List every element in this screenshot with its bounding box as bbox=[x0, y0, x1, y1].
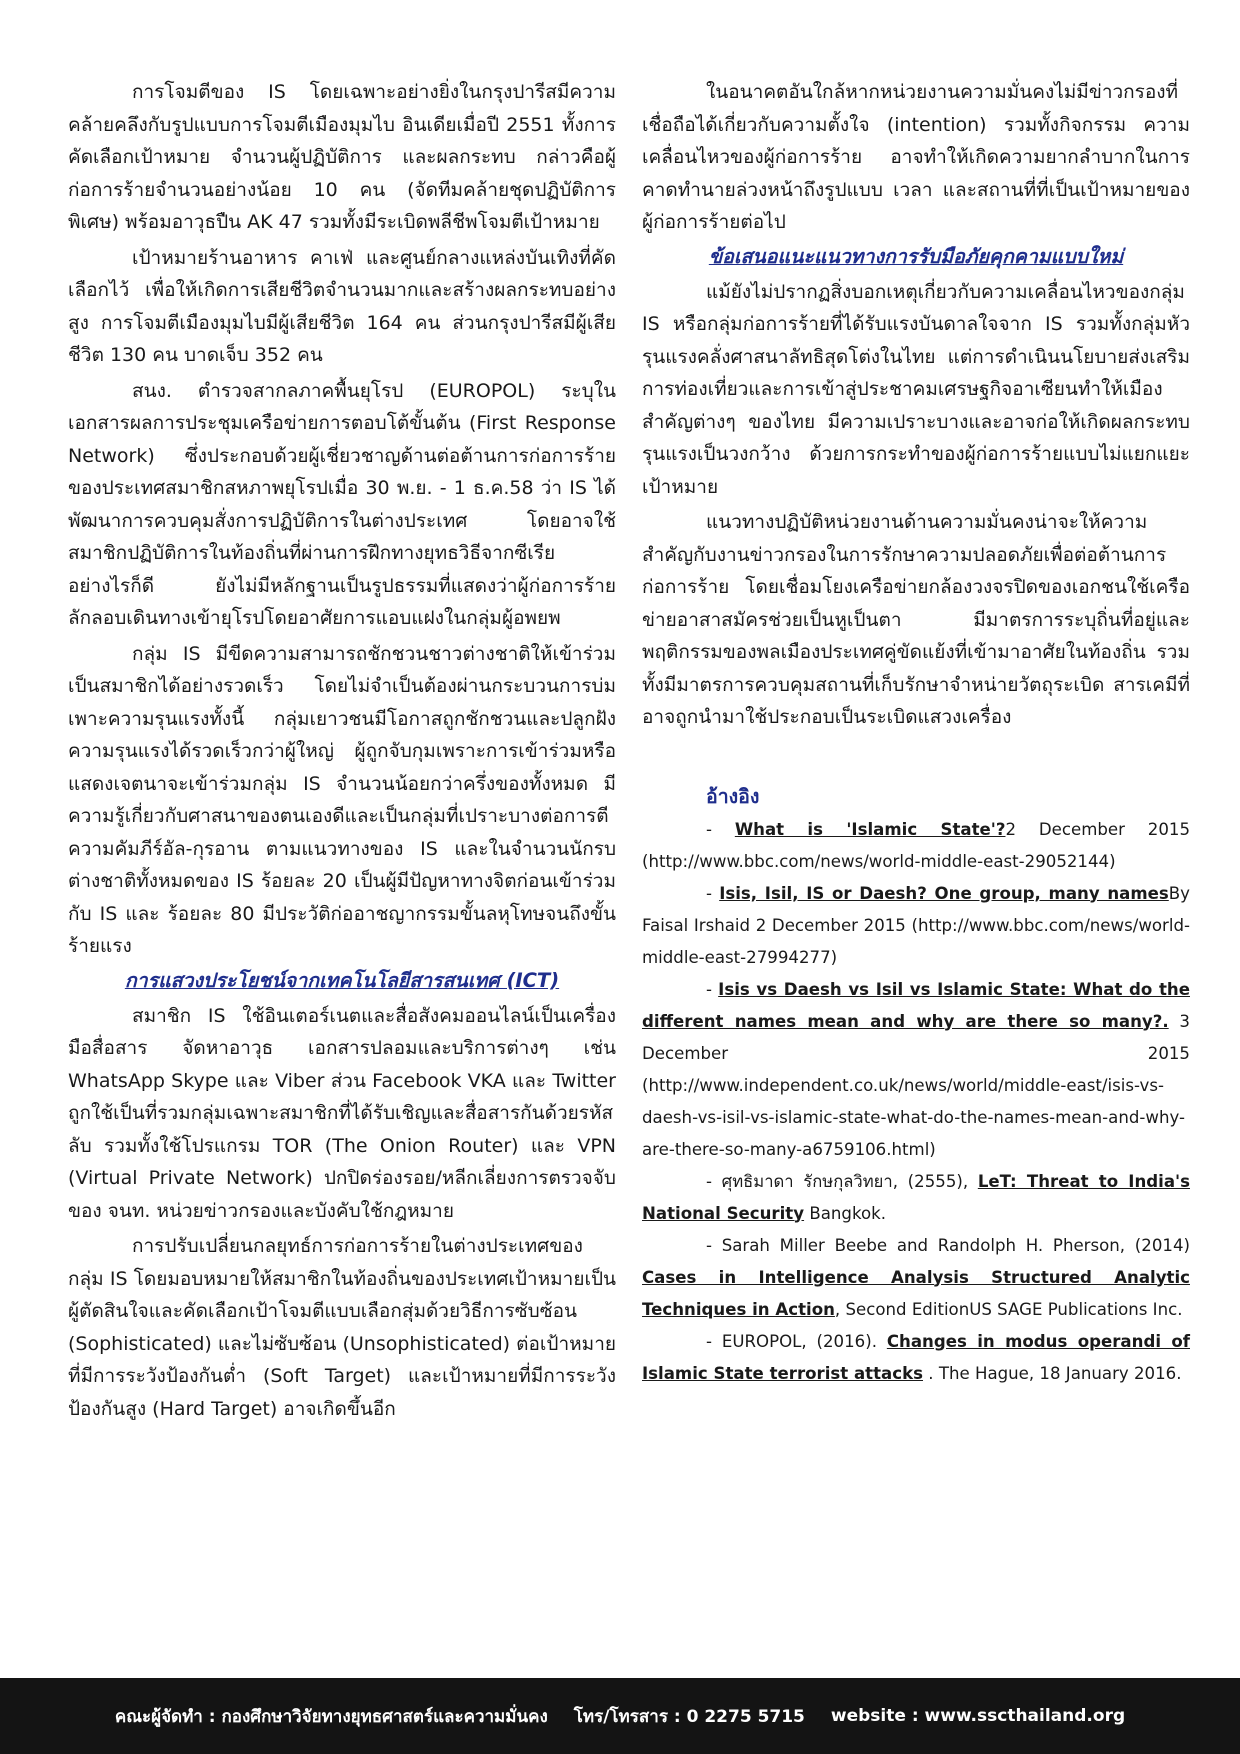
reference-title-link[interactable]: Cases in Intelligence Analysis Structured Analytic Techniques in Action bbox=[642, 1267, 1190, 1319]
reference-detail: 2 December 2015 (http://www.bbc.com/news/world-middle-east-29052144) bbox=[642, 819, 1190, 871]
paragraph: กลุ่ม IS มีขีดความสามารถชักชวนชาวต่างชาติให้เข้าร่วมเป็นสมาชิกได้อย่างรวดเร็ว โดยไม่จำเป็นต้องผ่านกระบวนการบ่มเพาะความรุนแรงทั้งนี้ กลุ่มเยาวชนมีโอกาสถูกชักชวนและปลูกฝังความรุนแรงได้รวดเร็วกว่าผู้ใหญ่ ผู้ถูกจับกุมเพราะการเข้าร่วมหรือแสดงเจตนาจะเข้าร่วมกลุ่ม IS จำนวนน้อยกว่าครึ่งของทั้งหมด มีความรู้เกี่ยวกับศาสนาของตนเองดีและเป็นกลุ่มที่เปราะบางต่อการตีความคัมภีร์อัล-กุรอาน ตามแนวทางของ IS และในจำนวนนักรบต่างชาติทั้งหมดของ IS ร้อยละ 20 เป็นผู้มีปัญหาทางจิตก่อนเข้าร่วมกับ IS และ ร้อยละ 80 มีประวัติก่ออาชญากรรมขั้นลหุโทษจนถึงขั้นร้ายแรง bbox=[68, 642, 616, 957]
footer-organization: คณะผู้จัดทำ : กองศึกษาวิจัยทางยุทธศาสตร์และความมั่นคง bbox=[114, 1706, 548, 1727]
reference-detail: By Faisal Irshaid 2 December 2015 (http://www.bbc.com/news/world-middle-east-27994277) bbox=[642, 883, 1190, 967]
paragraph: สมาชิก IS ใช้อินเตอร์เนตและสื่อสังคมออนไลน์เป็นเครื่องมือสื่อสาร จัดหาอาวุธ เอกสารปลอมและบริการต่างๆ เช่น WhatsApp Skype และ Viber ส่วน Facebook VKA และ Twitter ถูกใช้เป็นที่รวมกลุ่มเฉพาะสมาชิกที่ได้รับเชิญและสื่อสารกันด้วยรหัสลับ รวมทั้งใช้โปรแกรม TOR (The Onion Router) และ VPN (Virtual Private Network) ปกปิดร่องรอย/หลีกเลี่ยงการตรวจจับของ จนท. หน่วยข่าวกรองและบังคับใช้กฎหมาย bbox=[68, 1004, 616, 1222]
reference-title-link[interactable]: Isis vs Daesh vs Isil vs Islamic State: What do the different names mean and why are there so many?. bbox=[642, 979, 1190, 1031]
reference-title-link[interactable]: What is 'Islamic State'? bbox=[734, 819, 1006, 839]
page-footer bbox=[0, 1678, 1240, 1754]
paragraph: เป้าหมายร้านอาหาร คาเฟ่ และศูนย์กลางแหล่งบันเทิงที่คัดเลือกไว้ เพื่อให้เกิดการเสียชีวิตจำนวนมากและสร้างผลกระทบอย่างสูง การโจมตีเมืองมุมไบมีผู้เสียชีวิต 164 คน ส่วนกรุงปารีสมีผู้เสียชีวิต 130 คน บาดเจ็บ 352 คน bbox=[68, 246, 616, 366]
reference-item bbox=[642, 974, 1190, 1166]
reference-title-link[interactable]: LeT: Threat to India's National Security bbox=[642, 1171, 1190, 1223]
right-column bbox=[642, 76, 1190, 1390]
reference-item bbox=[642, 814, 1190, 878]
paragraph: แม้ยังไม่ปรากฏสิ่งบอกเหตุเกี่ยวกับความเคลื่อนไหวของกลุ่ม IS หรือกลุ่มก่อการร้ายที่ได้รับแรงบันดาลใจจาก IS รวมทั้งกลุ่มหัวรุนแรงคลั่งศาสนาลัทธิสุดโต่งในไทย แต่การดำเนินนโยบายส่งเสริมการท่องเที่ยวและการเข้าสู่ประชาคมเศรษฐกิจอาเซียนทำให้เมืองสำคัญต่างๆ ของไทย มีความเปราะบางและอาจก่อให้เกิดผลกระทบรุนแรงเป็นวงกว้าง ด้วยการกระทำของผู้ก่อการร้ายแบบไม่แยกแยะเป้าหมาย bbox=[642, 280, 1190, 498]
paragraph: สนง. ตำรวจสากลภาคพื้นยุโรป (EUROPOL) ระบุในเอกสารผลการประชุมเครือข่ายการตอบโต้ขั้นต้น (First Response Network) ซึ่งประกอบด้วยผู้เชี่ยวชาญด้านต่อต้านการก่อการร้ายของประเทศสมาชิกสหภาพยุโรปเมื่อ 30 พ.ย. - 1 ธ.ค.58 ว่า IS ได้พัฒนาการควบคุมสั่งการปฏิบัติการในต่างประเทศ โดยอาจใช้สมาชิกปฏิบัติการในท้องถิ่นที่ผ่านการฝึกทางยุทธวิธีจากซีเรีย อย่างไรก็ดี ยังไม่มีหลักฐานเป็นรูปธรรมที่แสดงว่าผู้ก่อการร้ายลักลอบเดินทางเข้ายุโรปโดยอาศัยการแอบแฝงในกลุ่มผู้อพยพ bbox=[68, 379, 616, 629]
reference-title-link[interactable]: Changes in modus operandi of Islamic State terrorist attacks bbox=[642, 1331, 1190, 1383]
references-heading: อ้างอิง bbox=[706, 784, 760, 808]
reference-item bbox=[642, 1166, 1190, 1230]
reference-prefix: - Sarah Miller Beebe and Randolph H. Pherson, (2014) bbox=[706, 1235, 1190, 1255]
reference-item bbox=[642, 878, 1190, 974]
paragraph: การปรับเปลี่ยนกลยุทธ์การก่อการร้ายในต่างประเทศของกลุ่ม IS โดยมอบหมายให้สมาชิกในท้องถิ่นของประเทศเป้าหมายเป็นผู้ตัดสินใจและคัดเลือกเป้าโจมตีแบบเลือกสุ่มด้วยวิธีการซับซ้อน (Sophisticated) และไม่ซับซ้อน (Unsophisticated) ต่อเป้าหมายที่มีการระวังป้องกันต่ำ (Soft Target) และเป้าหมายที่มีการระวังป้องกันสูง (Hard Target) อาจเกิดขึ้นอีก bbox=[68, 1235, 616, 1420]
paragraph: แนวทางปฏิบัติหน่วยงานด้านความมั่นคงน่าจะให้ความสำคัญกับงานข่าวกรองในการรักษาความปลอดภัยเพื่อต่อต้านการก่อการร้าย โดยเชื่อมโยงเครือข่ายกล้องวงจรปิดของเอกชนใช้เครือข่ายอาสาสมัครช่วยเป็นหูเป็นตา มีมาตรการระบุถิ่นที่อยู่และพฤติกรรมของพลเมืองประเทศคู่ขัดแย้งที่เข้ามาอาศัยในท้องถิ่น รวมทั้งมีมาตรการควบคุมสถานที่เก็บรักษาจำหน่ายวัตถุระเบิด สารเคมีที่อาจถูกนำมาใช้ประกอบเป็นระเบิดแสวงเครื่อง bbox=[642, 511, 1190, 728]
reference-prefix: - bbox=[706, 979, 719, 999]
paragraph: การโจมตีของ IS โดยเฉพาะอย่างยิ่งในกรุงปารีสมีความคล้ายคลึงกับรูปแบบการโจมตีเมืองมุมไบ อินเดียเมื่อปี 2551 ทั้งการคัดเลือกเป้าหมาย จำนวนผู้ปฏิบัติการ และผลกระทบ กล่าวคือผู้ก่อการร้ายจำนวนอย่างน้อย 10 คน (จัดทีมคล้ายชุดปฏิบัติการพิเศษ) พร้อมอาวุธปืน AK 47 รวมทั้งมีระเบิดพลีชีพโจมตีเป้าหมาย bbox=[68, 81, 616, 233]
reference-title-link[interactable]: Isis, Isil, IS or Daesh? One group, many names bbox=[719, 883, 1169, 903]
reference-prefix: - bbox=[706, 883, 720, 903]
reference-prefix: - ศุทธิมาดา รักษกุลวิทยา, (2555), bbox=[706, 1171, 978, 1191]
footer-phone: โทร/โทรสาร : 0 2275 5715 bbox=[573, 1706, 805, 1727]
paragraph: ในอนาคตอันใกล้หากหน่วยงานความมั่นคงไม่มีข่าวกรองที่เชื่อถือได้เกี่ยวกับความตั้งใจ (intention) รวมทั้งกิจกรรม ความเคลื่อนไหวของผู้ก่อการร้าย อาจทำให้เกิดความยากลำบากในการคาดทำนายล่วงหน้าถึงรูปแบบ เวลา และสถานที่ที่เป็นเป้าหมายของผู้ก่อการร้ายต่อไป bbox=[642, 81, 1190, 233]
reference-item bbox=[642, 1230, 1190, 1326]
section-heading-recommendations: ข้อเสนอแนะแนวทางการรับมือภัยคุกคามแบบใหม่ bbox=[708, 244, 1124, 268]
footer-website-link[interactable]: website : www.sscthailand.org bbox=[830, 1706, 1126, 1726]
reference-prefix: - EUROPOL, (2016). bbox=[706, 1331, 887, 1351]
reference-detail: . The Hague, 18 January 2016. bbox=[923, 1363, 1182, 1383]
section-heading-ict: การแสวงประโยชน์จากเทคโนโลยีสารสนเทศ (ICT) bbox=[124, 968, 560, 992]
reference-detail: Bangkok. bbox=[804, 1203, 886, 1223]
reference-detail: , Second EditionUS SAGE Publications Inc. bbox=[834, 1299, 1183, 1319]
reference-detail: 3 December 2015 (http://www.independent.co.uk/news/world/middle-east/isis-vs-daesh-vs-isil-vs-islamic-state-what-do-the-names-mean-and-why-are-there-so-many-a6759106.html) bbox=[642, 1011, 1190, 1159]
reference-prefix: - bbox=[706, 819, 735, 839]
reference-item bbox=[642, 1326, 1190, 1390]
left-column bbox=[68, 76, 616, 1428]
